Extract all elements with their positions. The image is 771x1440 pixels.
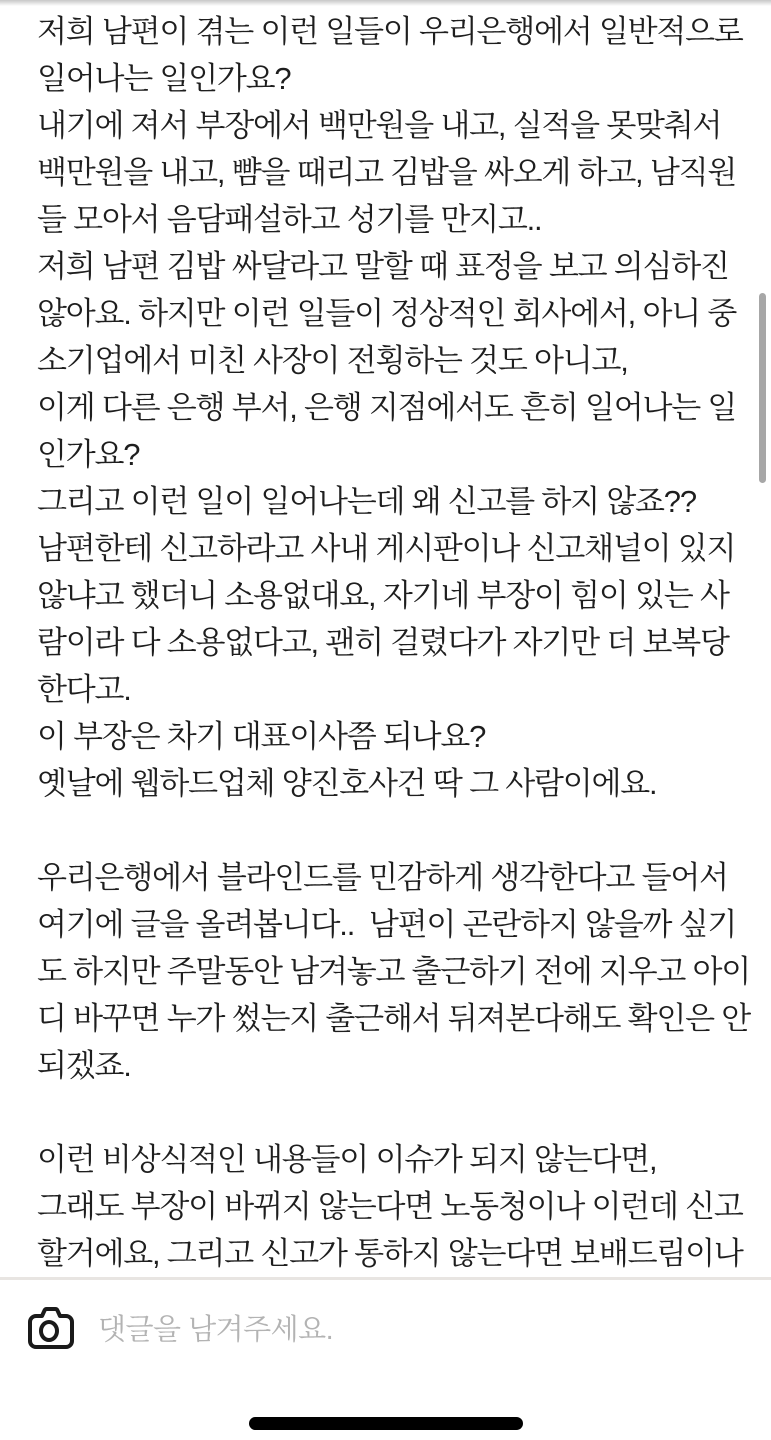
post-body-line: 인가요? (37, 437, 140, 472)
post-body-line: 않냐고 했더니 소용없대요, 자기네 부장이 힘이 있는 사 (37, 578, 729, 613)
post-body-line: 할거에요, 그리고 신고가 통하지 않는다면 보배드림이나 (37, 1236, 743, 1271)
post-body-line: 이게 다른 은행 부서, 은행 지점에서도 흔히 일어나는 일 (37, 390, 737, 425)
post-body-line: 그리고 이런 일이 일어나는데 왜 신고를 하지 않죠?? (37, 484, 696, 519)
post-body-line: 저희 남편이 겪는 이런 일들이 우리은행에서 일반적으로 (37, 14, 743, 49)
post-body-line: 우리은행에서 블라인드를 민감하게 생각한다고 들어서 (37, 860, 728, 895)
comment-input[interactable] (98, 1310, 731, 1350)
comment-placeholder: 댓글을 남겨주세요. (98, 1314, 334, 1346)
post-body-line: 이 부장은 차기 대표이사쯤 되나요? (37, 719, 486, 754)
post-body-line: 여기에 글을 올려봅니다.. 남편이 곤란하지 않을까 싶기 (37, 907, 737, 942)
post-body-line: 디 바꾸면 누가 썼는지 출근해서 뒤져본다해도 확인은 안 (37, 1001, 751, 1036)
home-indicator[interactable] (249, 1417, 523, 1430)
post-body-line: 백만원을 내고, 뺨을 때리고 김밥을 싸오게 하고, 남직원 (37, 155, 737, 190)
post-body-line: 한다고. (37, 672, 131, 707)
comment-bar (0, 1277, 771, 1440)
post-body-line: 소기업에서 미친 사장이 전횡하는 것도 아니고, (37, 343, 628, 378)
post-body-line: 그래도 부장이 바뀌지 않는다면 노동청이나 이런데 신고 (37, 1189, 743, 1224)
post-body-line: 않아요. 하지만 이런 일들이 정상적인 회사에서, 아니 중 (37, 296, 737, 331)
post-body-line (37, 1089, 747, 1136)
post-body-line: 이런 비상식적인 내용들이 이슈가 되지 않는다면, (37, 1142, 657, 1177)
post-body-line: 일어나는 일인가요? (37, 61, 291, 96)
top-edge-shadow (0, 0, 771, 6)
camera-icon[interactable] (28, 1307, 74, 1349)
post-body-line: 람이라 다 소용없다고, 괜히 걸렸다가 자기만 더 보복당 (37, 625, 729, 660)
post-body-line: 도 하지만 주말동안 남겨놓고 출근하기 전에 지우고 아이 (37, 954, 751, 989)
scrollbar-thumb[interactable] (759, 293, 766, 483)
post-body-line: 되겠죠. (37, 1048, 131, 1083)
post-body-line: 저희 남편 김밥 싸달라고 말할 때 표정을 보고 의심하진 (37, 249, 729, 284)
post-body (37, 8, 751, 1277)
post-body-line: 들 모아서 음담패설하고 성기를 만지고.. (37, 202, 542, 237)
post-body-line (37, 807, 747, 854)
post-body-line: 옛날에 웹하드업체 양진호사건 딱 그 사람이에요. (37, 766, 657, 801)
post-body-line: 남편한테 신고하라고 사내 게시판이나 신고채널이 있지 (37, 531, 736, 566)
post-body-line: 내기에 져서 부장에서 백만원을 내고, 실적을 못맞춰서 (37, 108, 722, 143)
